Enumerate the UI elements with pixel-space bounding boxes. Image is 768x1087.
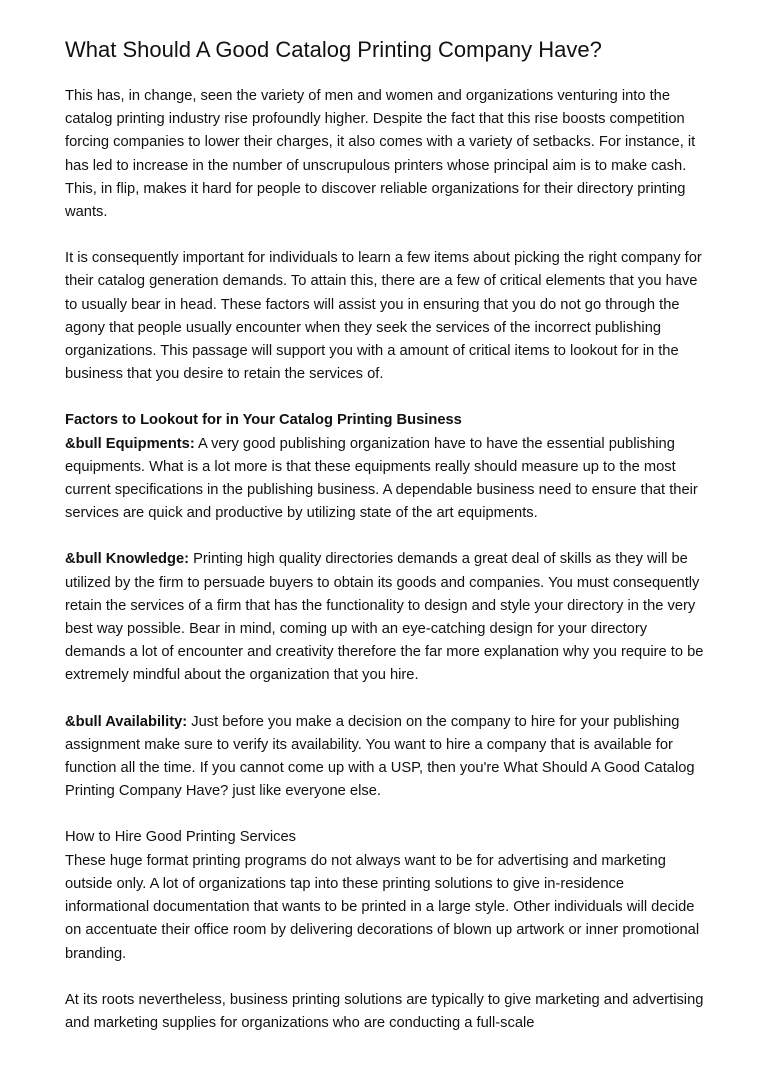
document-title: What Should A Good Catalog Printing Company Have? — [65, 37, 602, 62]
factor-term: &bull Availability: — [65, 713, 188, 730]
factor-text: Printing high quality directories demands a great deal of skills as they will be utilized by the firm to persuade buyers to obtain its goods and companies. You must consequently retain the services of a firm that has the functionality to design and style your directory in the very best way possible. Bear in mind, coming up with an eye-catching design for your directory demands a lot of encounter and creativity therefore the far more explanation why you require to be extremely mindful about the organization that you hire. — [65, 551, 704, 684]
hire-paragraph-2: At its roots nevertheless, business printing solutions are typically to give marketing and advertising and marketing supplies for organizations who are conducting a full-scale — [65, 991, 704, 1031]
factor-term: &bull Equipments: — [65, 435, 195, 452]
hire-heading: How to Hire Good Printing Services — [65, 829, 297, 846]
intro-paragraph-1: This has, in change, seen the variety of men and women and organizations venturing into the catalog printing industry rise profoundly higher. Despite the fact that this rise boosts competition forcing companies to lower their charges, it also comes with a variety of setbacks. For instance, it has led to increase in the number of unscrupulous printers whose principal aim is to make cash. This, in flip, makes it hard for people to discover reliable organizations for their directory printing wants. — [65, 88, 696, 221]
factors-heading: Factors to Lookout for in Your Catalog Printing Business — [65, 412, 462, 429]
factor-availability — [65, 711, 711, 804]
intro-paragraph-2: It is consequently important for individuals to learn a few items about picking the right company for their catalog generation demands. To attain this, there are a few of critical elements that you have to usually bear in head. These factors will assist you in ensuring that you do not go through the agony that people usually encounter when they seek the services of the incorrect publishing organizations. This passage will support you with a amount of critical items to lookout for in the business that you desire to retain the services of. — [65, 250, 702, 383]
hire-paragraph-1: These huge format printing programs do not always want to be for advertising and marketing outside only. A lot of organizations tap into these printing solutions to give in-residence informational documentation that wants to be printed in a large style. Other individuals will decide on accentuate their office room by delivering decorations of blown up artwork or inner promotional branding. — [65, 852, 700, 962]
document-page — [65, 36, 711, 1035]
factor-equipments — [65, 433, 711, 526]
factor-knowledge — [65, 548, 711, 687]
factor-text: A very good publishing organization have to have the essential publishing equipments. What is a lot more is that these equipments really should measure up to the most current specifications in the publishing business. A dependable business need to ensure that their services are quick and productive by utilizing state of the art equipments. — [65, 435, 698, 522]
factor-text: Just before you make a decision on the company to hire for your publishing assignment make sure to verify its availability. You want to hire a company that is available for function all the time. If you cannot come up with a USP, then you're What Should A Good Catalog Printing Company Have? just like everyone else. — [65, 713, 695, 800]
factor-term: &bull Knowledge: — [65, 551, 190, 568]
